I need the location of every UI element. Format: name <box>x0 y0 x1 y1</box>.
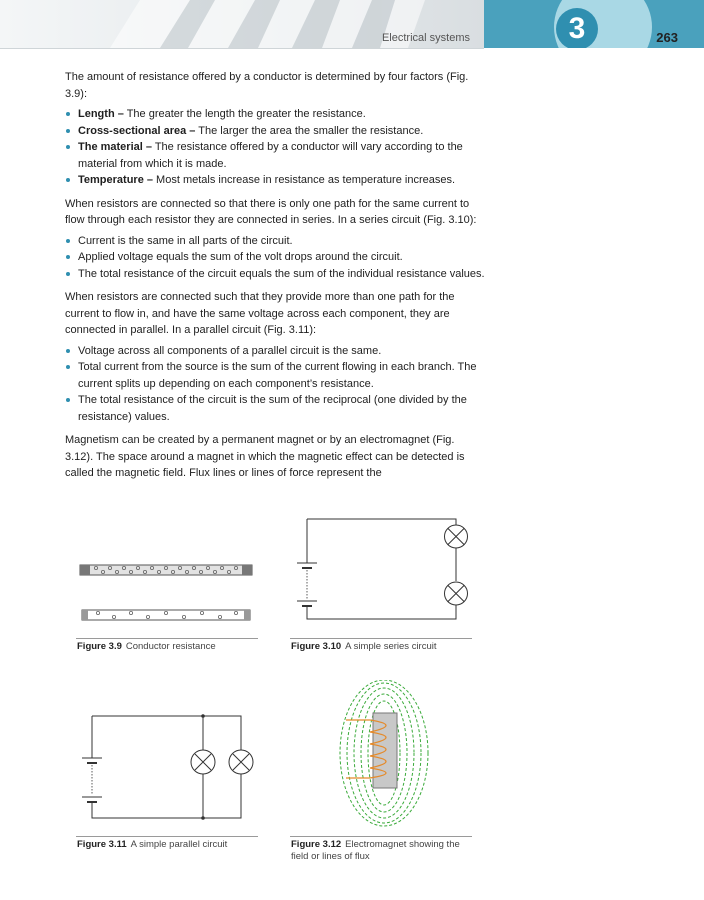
figure-caption-text: A simple series circuit <box>345 641 437 652</box>
junction-dot <box>201 714 205 718</box>
figure-label: Figure 3.9 <box>77 641 122 652</box>
figure-rule <box>290 836 472 837</box>
list-item: The total resistance of the circuit equals the sum of the individual resistance values. <box>65 266 485 283</box>
paragraph-parallel: When resistors are connected such that they provide more than one path for the current to flow in, and have the same voltage across each component, they are connected in parallel. In a parallel circuit (Fig. 3.11): <box>65 291 455 336</box>
figure-caption <box>291 641 473 653</box>
figure-3-12 <box>290 680 474 865</box>
running-head: Electrical systems <box>381 32 470 44</box>
factor-text: The larger the area the smaller the resistance. <box>195 124 424 137</box>
figure-caption <box>291 839 473 863</box>
battery-symbol <box>82 758 102 802</box>
figure-rule <box>76 836 258 837</box>
list-item: Applied voltage equals the sum of the volt drops around the circuit. <box>65 249 485 266</box>
factor-term: Cross-sectional area – <box>78 124 196 137</box>
figure-label: Figure 3.10 <box>291 641 342 652</box>
page-number: 263 <box>656 30 678 45</box>
parallel-list <box>65 343 485 426</box>
list-item <box>65 139 485 172</box>
figure-rule <box>76 638 258 639</box>
figure-3-10 <box>290 515 474 655</box>
figure-3-11 <box>76 710 260 855</box>
factor-text: The resistance offered by a conductor will vary according to the material from which it is made. <box>78 141 463 170</box>
header-rule <box>0 48 484 49</box>
paragraph-resistance-factors: The amount of resistance offered by a conductor is determined by four factors (Fig. 3.9): <box>65 71 469 100</box>
paragraph-series: When resistors are connected so that there is only one path for the same current to flow through each resistor they are connected in series. In a series circuit (Fig. 3.10): <box>65 197 477 226</box>
figure-3-9 <box>76 555 260 655</box>
body-text <box>65 69 485 489</box>
list-item: Total current from the source is the sum of the current flowing in each branch. The current splits up depending on each component’s resistance. <box>65 359 485 392</box>
figure-label: Figure 3.12 <box>291 839 342 850</box>
electromagnet-diagram <box>290 680 474 830</box>
figure-label: Figure 3.11 <box>77 839 127 850</box>
figure-rule <box>290 638 472 639</box>
factor-term: Temperature – <box>78 174 153 186</box>
list-item: Current is the same in all parts of the circuit. <box>65 233 485 250</box>
list-item: Voltage across all components of a parallel circuit is the same. <box>65 343 485 360</box>
figure-caption <box>77 839 259 851</box>
list-item: The total resistance of the circuit is the sum of the reciprocal (one divided by the resistance) values. <box>65 392 485 425</box>
figure-caption-text: Conductor resistance <box>125 641 216 652</box>
list-item <box>65 106 485 123</box>
paragraph-magnetism: Magnetism can be created by a permanent magnet or by an electromagnet (Fig. 3.12). The space around a magnet in which the magnetic effect can be detected is called the magnetic field. Flux lines or lines of force represent the <box>65 434 465 479</box>
figure-caption-text: A simple parallel circuit <box>130 839 228 850</box>
series-list <box>65 233 485 283</box>
factors-list <box>65 106 485 189</box>
factor-text: Most metals increase in resistance as temperature increases. <box>153 174 456 186</box>
battery-symbol <box>297 563 317 606</box>
figure-caption <box>77 641 259 653</box>
factor-text: The greater the length the greater the resistance. <box>123 108 366 120</box>
list-item <box>65 123 485 140</box>
chapter-number: 3 <box>556 8 598 48</box>
list-item <box>65 172 485 189</box>
chapter-tab <box>484 0 704 48</box>
series-circuit-diagram <box>290 515 474 635</box>
factor-term: The material – <box>78 141 152 153</box>
parallel-circuit-diagram <box>76 710 260 830</box>
conductor-resistance-illustration <box>76 555 260 635</box>
factor-term: Length – <box>78 108 124 120</box>
figure-caption-text: Electromagnet showing the field or lines of flux <box>291 839 460 862</box>
junction-dot <box>201 816 205 820</box>
